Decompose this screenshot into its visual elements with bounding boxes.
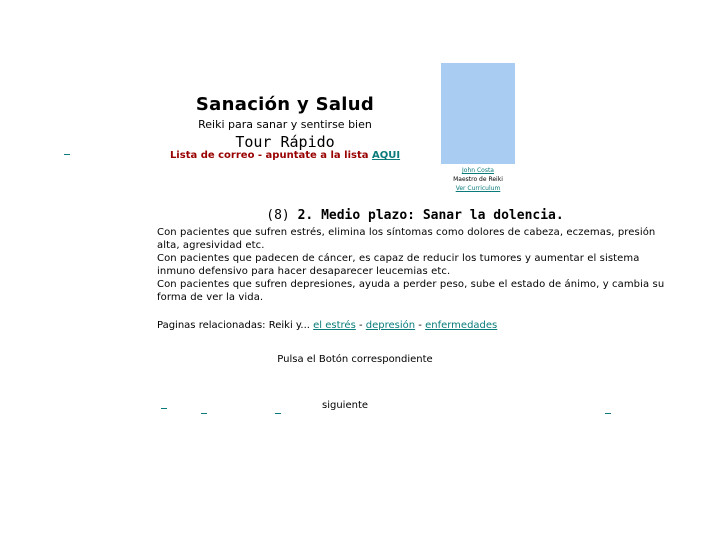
author-card — [441, 166, 515, 193]
related-separator: - — [415, 320, 426, 331]
content-line: Con pacientes que sufren estrés, elimina los síntomas como dolores de cabeza, eczemas, presión alta, agresividad etc. — [157, 227, 656, 251]
nav-button-1[interactable] — [161, 398, 167, 409]
section-heading — [200, 208, 630, 223]
section-title: 2. Medio plazo: Sanar la dolencia. — [297, 208, 564, 223]
mailing-list-link[interactable]: AQUI — [371, 150, 401, 161]
author-role: Maestro de Reiki — [453, 176, 503, 183]
tour-heading: Tour Rápido — [235, 133, 335, 151]
nav-instruction: Pulsa el Botón correspondiente — [277, 354, 433, 365]
page-subtitle: Reiki para sanar y sentirse bien — [198, 118, 372, 131]
content-line: Con pacientes que padecen de cáncer, es capaz de reducir los tumores y aumentar el sistema inmuno defensivo para hacer desaparecer leucemias etc. — [157, 253, 640, 277]
author-name-link[interactable]: John Costa — [462, 167, 494, 174]
nav-button-3[interactable] — [275, 403, 281, 414]
related-link-depression[interactable]: depresión — [365, 320, 416, 331]
author-photo — [441, 63, 515, 164]
section-number: (8) — [266, 208, 290, 223]
related-link-diseases[interactable]: enfermedades — [425, 320, 498, 331]
nav-button-2[interactable] — [201, 403, 207, 414]
related-pages — [157, 320, 677, 331]
page-title: Sanación y Salud — [195, 94, 375, 115]
side-nav-link[interactable] — [64, 144, 70, 155]
mailing-list-text: Lista de correo - apuntate a la lista — [169, 150, 372, 161]
related-link-stress[interactable]: el estrés — [313, 320, 356, 331]
curriculum-link[interactable]: Ver Curriculum — [455, 185, 501, 192]
nav-button-4[interactable] — [605, 403, 611, 414]
related-separator: - — [355, 320, 366, 331]
mailing-list-line — [150, 150, 420, 161]
content-paragraph — [157, 226, 667, 304]
content-line: Con pacientes que sufren depresiones, ayuda a perder peso, sube el estado de ánimo, y cambia su forma de ver la vida. — [157, 279, 665, 303]
next-button-label[interactable]: siguiente — [322, 400, 369, 411]
related-label: Paginas relacionadas: Reiki y... — [157, 320, 310, 331]
